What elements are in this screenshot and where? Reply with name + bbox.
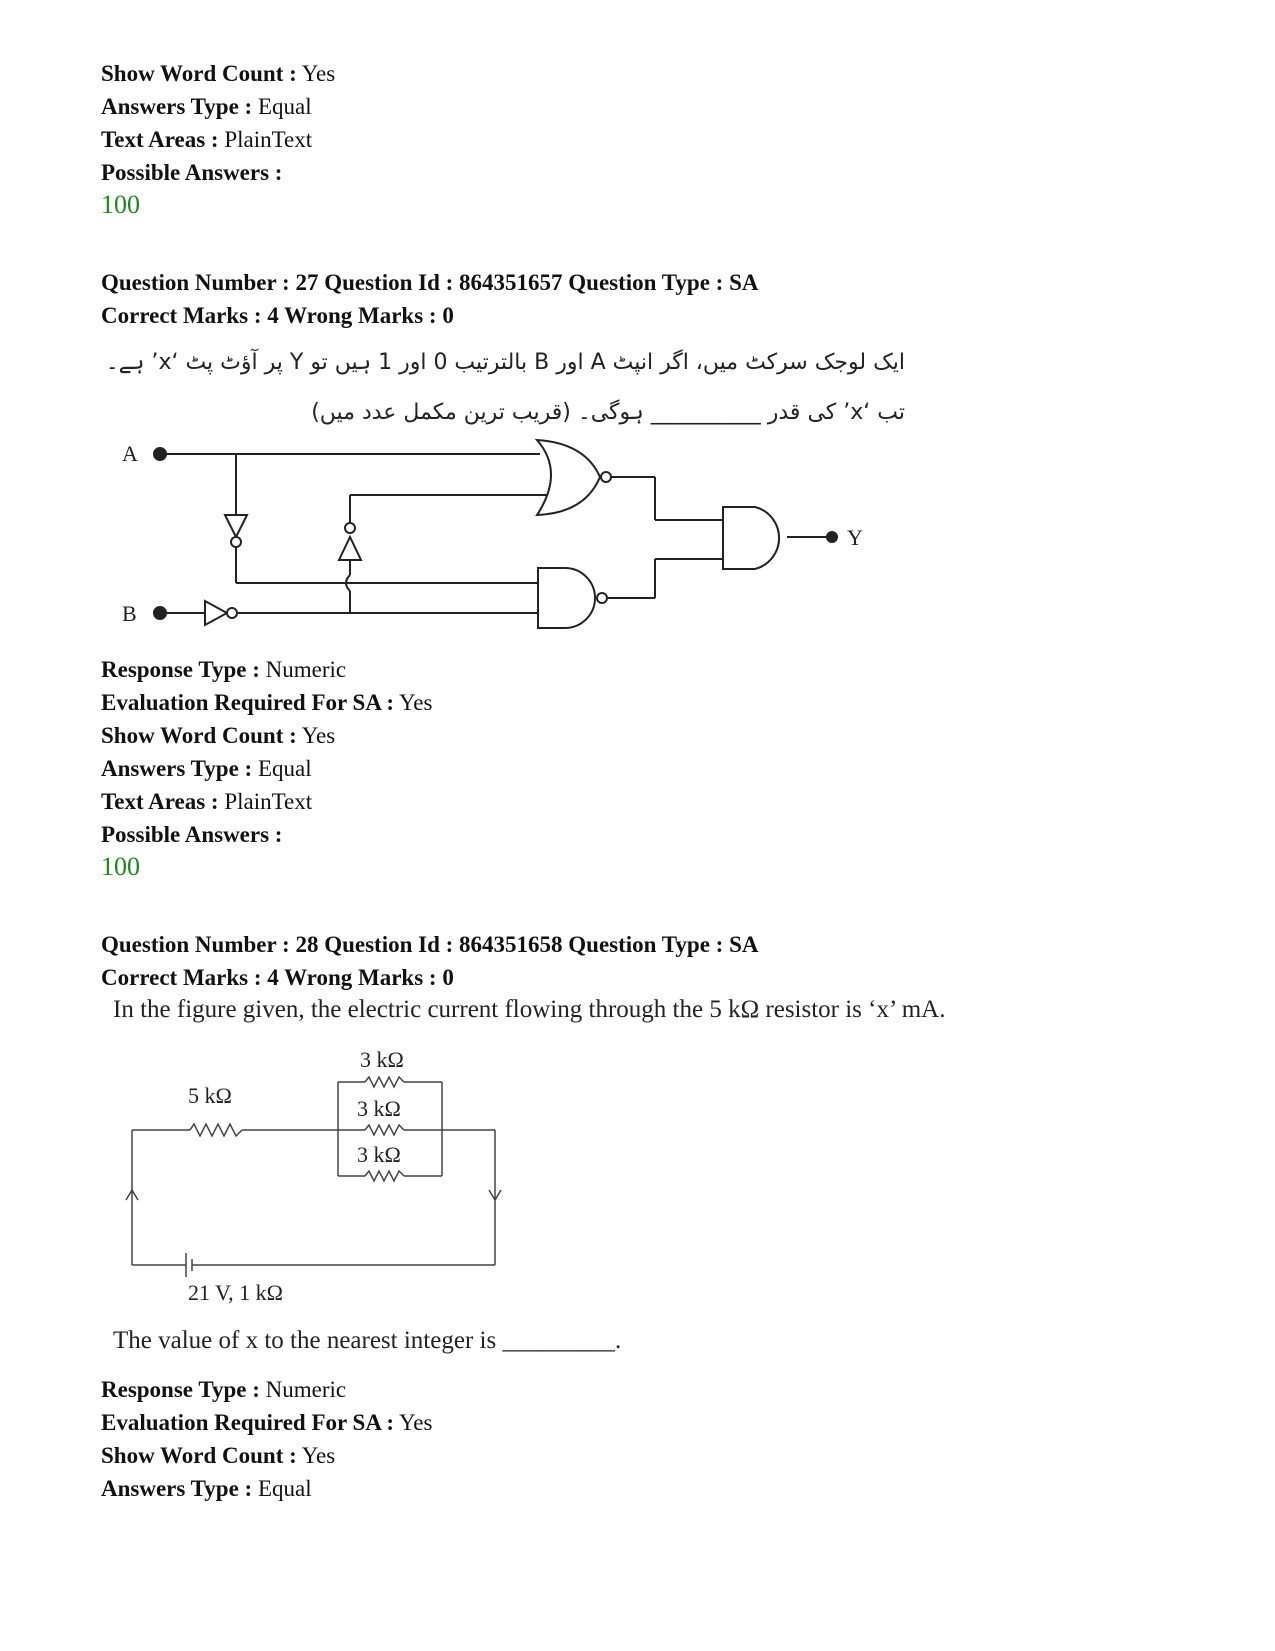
resistor-3k-1 <box>365 1077 404 1087</box>
field-label: Show Word Count : <box>101 1443 297 1468</box>
question-27-marks <box>101 302 454 330</box>
q28-evaluation-row <box>101 1409 432 1437</box>
field-label: Response Type : <box>101 657 260 682</box>
field-label: Text Areas : <box>101 789 219 814</box>
show-word-count-row <box>101 60 335 88</box>
label-3k-3: 3 kΩ <box>357 1142 401 1167</box>
nand-gate <box>538 568 595 628</box>
field-label: Show Word Count : <box>101 723 297 748</box>
question-27-header <box>101 269 759 297</box>
logic-circuit-diagram <box>110 435 890 660</box>
q27-answers-type-row <box>101 755 312 783</box>
not-gate-a <box>225 515 247 537</box>
question-28-marks <box>101 964 454 992</box>
question-28-prompt: The value of x to the nearest integer is _________. <box>113 1327 622 1354</box>
question-header-text: Question Number : 27 Question Id : 864351657 Question Type : SA <box>101 270 759 295</box>
field-label: Response Type : <box>101 1377 260 1402</box>
possible-answer-value: 100 <box>101 190 140 219</box>
field-label: Answers Type : <box>101 1476 253 1501</box>
output-y-terminal <box>827 532 837 542</box>
q27-show-word-count-row <box>101 722 335 750</box>
label-3k-1: 3 kΩ <box>360 1047 404 1072</box>
urdu-question-line-1: ایک لوجک سرکٹ میں، اگر انپٹ A اور B بالترتیب 0 اور 1 ہیں تو Y پر آؤٹ پٹ ‘x’ ہے۔ <box>105 350 905 375</box>
label-b: B <box>122 601 137 626</box>
field-value: Numeric <box>265 1377 347 1402</box>
field-label: Answers Type : <box>101 94 253 119</box>
resistor-5k <box>190 1124 242 1136</box>
field-value: Equal <box>257 94 312 119</box>
field-label: Evaluation Required For SA : <box>101 1410 395 1435</box>
field-label: Answers Type : <box>101 756 253 781</box>
field-value: PlainText <box>224 789 313 814</box>
input-a-terminal <box>154 448 166 460</box>
not-gate-b <box>205 601 227 625</box>
field-value: Equal <box>257 756 312 781</box>
field-label: Show Word Count : <box>101 61 297 86</box>
possible-answers-row <box>101 159 282 187</box>
question-28-header <box>101 931 759 959</box>
q28-answers-type-row <box>101 1475 312 1503</box>
marks-text: Correct Marks : 4 Wrong Marks : 0 <box>101 965 454 990</box>
field-value: Equal <box>257 1476 312 1501</box>
field-value: Yes <box>399 690 433 715</box>
nor-gate <box>537 440 600 515</box>
field-value: Numeric <box>265 657 347 682</box>
field-label: Evaluation Required For SA : <box>101 690 395 715</box>
q27-text-areas-row <box>101 788 312 816</box>
q27-response-type-row <box>101 656 346 684</box>
label-5k: 5 kΩ <box>188 1083 232 1108</box>
q28-show-word-count-row <box>101 1442 335 1470</box>
q27-possible-answer-value: 100 <box>101 852 140 881</box>
resistor-3k-2 <box>365 1125 404 1135</box>
question-header-text: Question Number : 28 Question Id : 864351658 Question Type : SA <box>101 932 759 957</box>
label-a: A <box>122 441 138 466</box>
field-label: Possible Answers : <box>101 160 283 185</box>
marks-text: Correct Marks : 4 Wrong Marks : 0 <box>101 303 454 328</box>
resistor-circuit-diagram <box>120 1040 540 1360</box>
label-3k-2: 3 kΩ <box>357 1096 401 1121</box>
answers-type-row <box>101 93 312 121</box>
field-value: Yes <box>301 1443 336 1468</box>
not-gate-b-up <box>339 537 361 560</box>
q27-possible-answers-row <box>101 821 282 849</box>
and-gate <box>723 507 779 569</box>
question-28-text: In the figure given, the electric current flowing through the 5 kΩ resistor is ‘x’ mA. <box>113 996 946 1023</box>
resistor-3k-3 <box>365 1171 404 1181</box>
field-value: PlainText <box>224 127 313 152</box>
q28-response-type-row <box>101 1376 346 1404</box>
label-y: Y <box>847 525 863 550</box>
input-b-terminal <box>154 607 166 619</box>
q27-evaluation-row <box>101 689 432 717</box>
urdu-question-line-2: تب ‘x’ کی قدر __________ ہوگی۔ (قریب ترین مکمل عدد میں) <box>311 400 905 425</box>
text-areas-row <box>101 126 312 154</box>
label-battery: 21 V, 1 kΩ <box>188 1280 284 1305</box>
field-value: Yes <box>301 723 336 748</box>
field-label: Possible Answers : <box>101 822 283 847</box>
field-value: Yes <box>301 61 336 86</box>
field-value: Yes <box>399 1410 433 1435</box>
field-label: Text Areas : <box>101 127 219 152</box>
